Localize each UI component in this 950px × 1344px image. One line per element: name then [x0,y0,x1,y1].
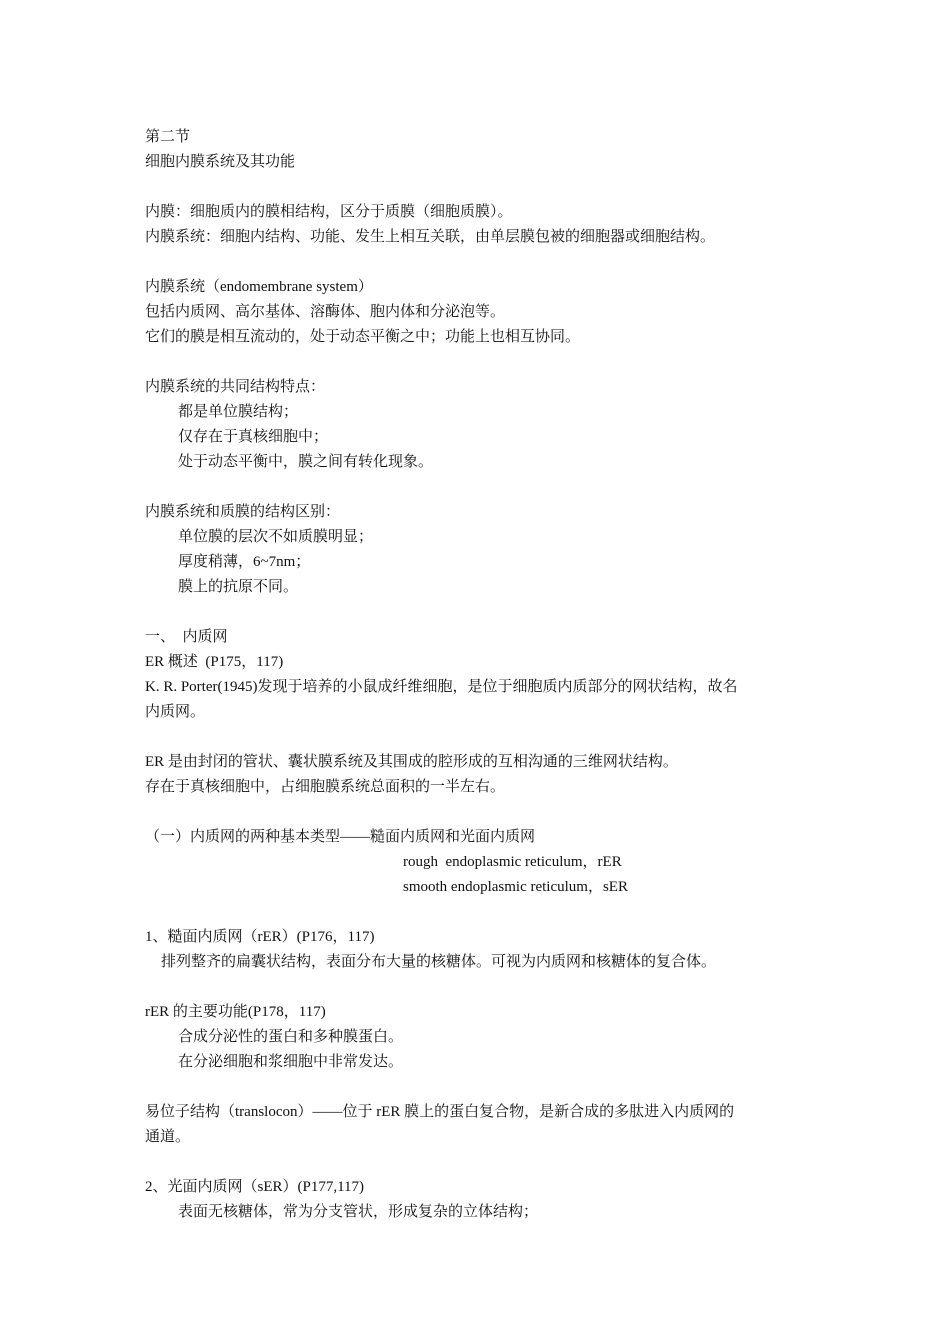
blank-line [145,800,815,825]
blank-line [145,900,815,925]
blank-line [145,475,815,500]
system-dynamic: 它们的膜是相互流动的，处于动态平衡之中；功能上也相互协同。 [145,329,581,345]
rer-description: 排列整齐的扁囊状结构，表面分布大量的核糖体。可视为内质网和核糖体的复合体。 [161,954,717,970]
types-rough: rough endoplasmic reticulum，rER [403,854,622,870]
common-feature-item: 仅存在于真核细胞中； [178,429,329,445]
er-overview: ER 概述 (P175，117) [145,654,284,670]
part-one-heading: 一、 内质网 [145,629,228,645]
types-heading: （一）内质网的两种基本类型——糙面内质网和光面内质网 [145,829,536,845]
rer-function-heading: rER 的主要功能(P178，117) [145,1004,326,1020]
difference-item: 膜上的抗原不同。 [178,579,299,595]
types-smooth: smooth endoplasmic reticulum，sER [403,879,628,895]
common-feature-item: 处于动态平衡中，膜之间有转化现象。 [178,454,434,470]
blank-line [145,600,815,625]
translocon-line: 易位子结构（translocon）——位于 rER 膜上的蛋白复合物，是新合成的多肽进入内质网的 [145,1104,735,1120]
definition-endomembrane: 内膜：细胞质内的膜相结构，区分于质膜（细胞质膜）。 [145,204,513,220]
er-porter-line: 内质网。 [145,704,206,720]
system-heading: 内膜系统（endomembrane system） [145,279,373,295]
er-porter-line: K. R. Porter(1945)发现于培养的小鼠成纤维细胞，是位于细胞质内质部分的网状结构，故名 [145,679,738,695]
rer-function-item: 在分泌细胞和浆细胞中非常发达。 [178,1054,404,1070]
common-features-heading: 内膜系统的共同结构特点： [145,379,326,395]
difference-item: 单位膜的层次不如质膜明显； [178,529,374,545]
ser-description: 表面无核糖体，常为分支管状，形成复杂的立体结构； [178,1204,539,1220]
translocon-line: 通道。 [145,1129,191,1145]
rer-function-item: 合成分泌性的蛋白和多种膜蛋白。 [178,1029,404,1045]
common-feature-item: 都是单位膜结构； [178,404,299,420]
document-body [145,125,815,1225]
rer-heading: 1、糙面内质网（rER）(P176，117) [145,929,375,945]
section-title: 第二节 [145,129,191,145]
blank-line [145,1075,815,1100]
blank-line [145,250,815,275]
blank-line [145,975,815,1000]
blank-line [145,725,815,750]
system-includes: 包括内质网、高尔基体、溶酶体、胞内体和分泌泡等。 [145,304,506,320]
definition-system: 内膜系统：细胞内结构、功能、发生上相互关联，由单层膜包被的细胞器或细胞结构。 [145,229,716,245]
er-definition: ER 是由封闭的管状、囊状膜系统及其围成的腔形成的互相沟通的三维网状结构。 [145,754,678,770]
ser-heading: 2、光面内质网（sER）(P177,117) [145,1179,365,1195]
difference-heading: 内膜系统和质膜的结构区别： [145,504,341,520]
difference-item: 厚度稍薄，6~7nm； [178,554,311,570]
blank-line [145,175,815,200]
er-location: 存在于真核细胞中，占细胞膜系统总面积的一半左右。 [145,779,506,795]
blank-line [145,350,815,375]
blank-line [145,1150,815,1175]
chapter-title: 细胞内膜系统及其功能 [145,154,296,170]
